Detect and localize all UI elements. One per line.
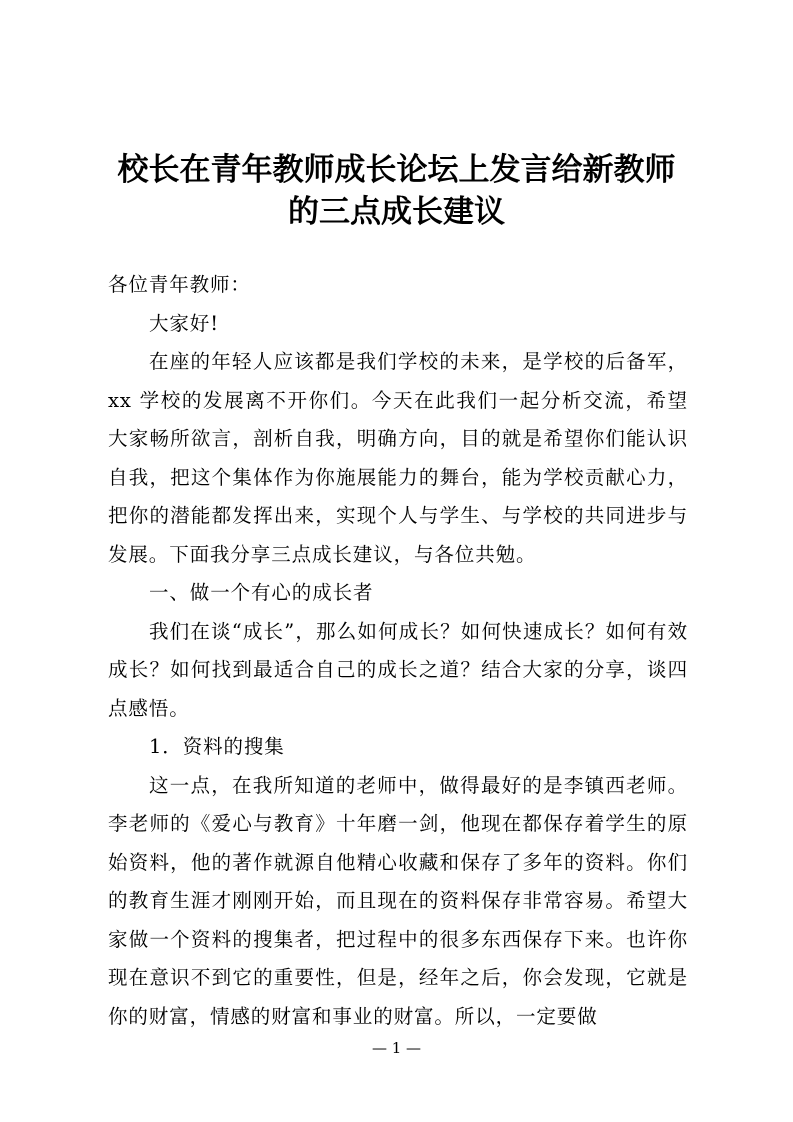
paragraph-intro: 在座的年轻人应该都是我们学校的未来，是学校的后备军，xx 学校的发展离不开你们。今天在此我们一起分析交流，希望大家畅所欲言，剖析自我，明确方向，目的就是希望你们能认识自我，把这个集体作为你施展能力的舞台，能为学校贡献心力，把你的潜能都发挥出来，实现个人与学生、与学校的共同进步与发展。下面我分享三点成长建议，与各位共勉。 — [108, 350, 688, 566]
section-heading-1: 一、做一个有心的成长者 — [149, 581, 374, 604]
subsection-heading-1: 1．资料的搜集 — [149, 735, 285, 758]
paragraph-growth: 我们在谈“成长”，那么如何成长？如何快速成长？如何有效成长？如何找到最适合自己的成长之道？结合大家的分享，谈四点感悟。 — [108, 619, 688, 720]
greeting: 大家好! — [149, 311, 219, 335]
page-number: — 1 — — [371, 1039, 422, 1057]
document-title-line-2: 的三点成长建议 — [288, 194, 505, 230]
document-title-line-1: 校长在青年教师成长论坛上发言给新教师 — [117, 152, 676, 188]
document-body — [108, 266, 688, 1036]
paragraph-materials: 这一点，在我所知道的老师中，做得最好的是李镇西老师。李老师的《爱心与教育》十年磨一剑，他现在都保存着学生的原始资料，他的著作就源自他精心收藏和保存了多年的资料。你们的教育生涯才刚刚开始，而且现在的资料保存非常容易。希望大家做一个资料的搜集者，把过程中的很多东西保存下来。也许你现在意识不到它的重要性，但是，经年之后，你会发现，它就是你的财富，情感的财富和事业的财富。所以，一定要做 — [108, 773, 688, 1028]
salutation: 各位青年教师： — [108, 273, 251, 296]
